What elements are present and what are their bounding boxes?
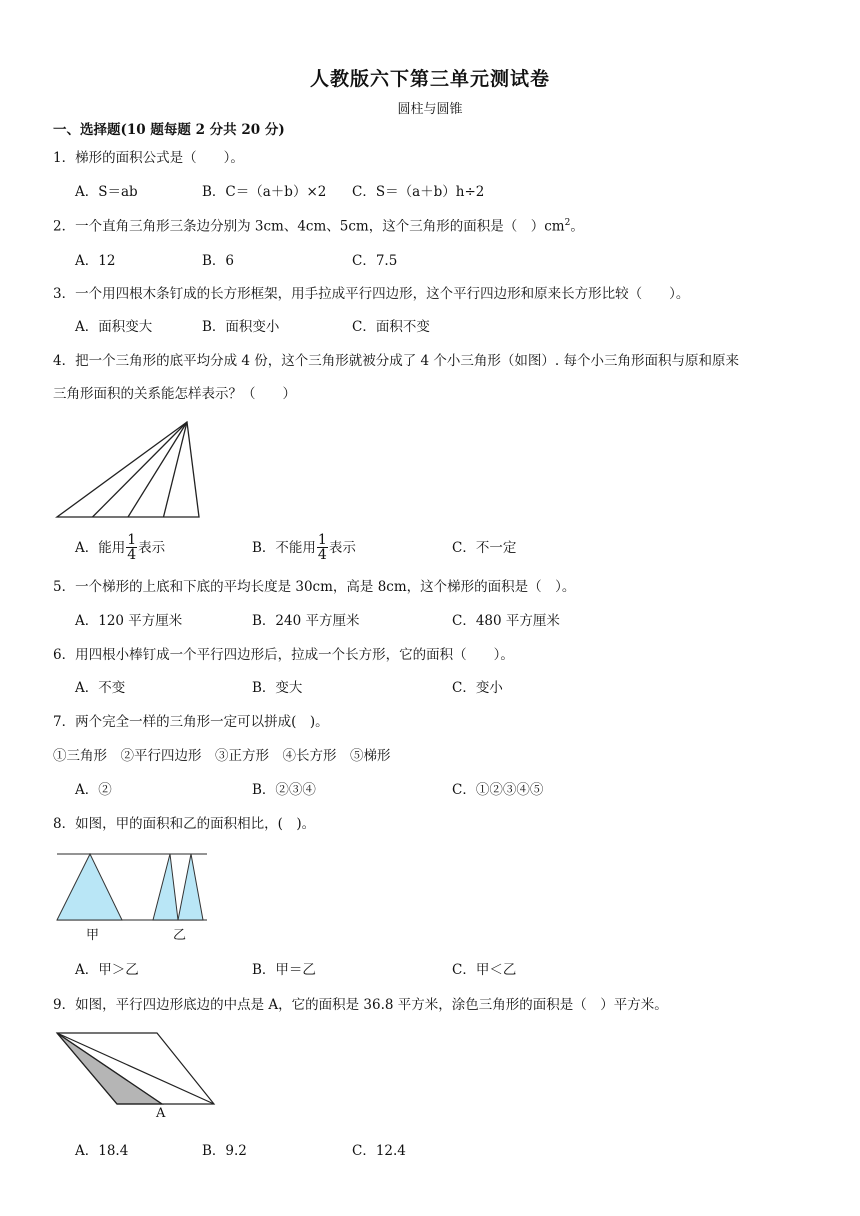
- q4-option-a-suffix: 表示: [138, 539, 166, 556]
- section-heading: 一、选择题(10 题每题 2 分共 20 分): [53, 122, 285, 138]
- q9-midpoint-line: [57, 1033, 162, 1104]
- question-6-option-b: B．变大: [252, 680, 303, 696]
- question-2-option-c: C．7.5: [352, 253, 398, 269]
- question-7-choices: ①三角形 ②平行四边形 ③正方形 ④长方形 ⑤梯形: [53, 748, 391, 764]
- question-3-option-c: C．面积不变: [352, 319, 430, 335]
- q4-option-a-denominator: 4: [127, 547, 137, 563]
- question-9-stem: 9．如图，平行四边形底边的中点是 A，它的面积是 36.8 平方米，涂色三角形的面积是（ ）平方米。: [53, 997, 668, 1013]
- question-8-option-a: A．甲＞乙: [75, 962, 139, 978]
- q9-diagonal: [57, 1033, 214, 1104]
- question-7-option-b: B．②③④: [252, 782, 316, 798]
- question-8-stem: 8．如图，甲的面积和乙的面积相比，( )。: [53, 816, 316, 832]
- question-2-stem: [53, 219, 584, 234]
- q4-option-b-denominator: 4: [317, 547, 327, 563]
- question-4-stem-line1: 4．把一个三角形的底平均分成 4 份，这个三角形就被分成了 4 个小三角形（如图）. 每个小三角形面积与原和原来: [53, 353, 740, 369]
- page-subtitle: 圆柱与圆锥: [397, 102, 463, 117]
- q4-option-a-numerator: 1: [127, 532, 137, 548]
- q4-option-b-suffix: 表示: [328, 539, 356, 556]
- question-2-stem-sup: 2: [564, 218, 571, 228]
- question-6-stem: 6．用四根小棒钉成一个平行四边形后，拉成一个长方形，它的面积（ ）。: [53, 647, 514, 663]
- q4-divider-3: [164, 422, 188, 517]
- question-1-option-c: C．S＝（a＋b）h÷2: [352, 184, 485, 200]
- q4-big-triangle: [57, 422, 199, 517]
- question-5-option-c: C．480 平方厘米: [452, 613, 560, 629]
- q4-option-a-prefix: A．能用: [75, 539, 126, 556]
- question-4-stem-line2: 三角形面积的关系能怎样表示？（ ）: [53, 386, 296, 402]
- question-3-option-b: B．面积变小: [202, 319, 280, 335]
- question-5-option-b: B．240 平方厘米: [252, 613, 360, 629]
- q4-option-b-fraction: [317, 533, 328, 562]
- question-5-stem: 5．一个梯形的上底和下底的平均长度是 30cm，高是 8cm，这个梯形的面积是（ ）。: [53, 579, 576, 595]
- question-9-option-b: B．9.2: [202, 1143, 247, 1159]
- question-2-option-b: B．6: [202, 253, 235, 269]
- q4-divider-1: [93, 422, 188, 517]
- question-3-option-a: A．面积变大: [75, 319, 153, 335]
- q8-yi-triangle-1: [153, 854, 178, 920]
- q8-jia-triangle: [57, 854, 122, 920]
- q8-yi-triangle-2: [178, 854, 203, 920]
- q8-label-jia: 甲: [86, 928, 100, 943]
- question-2-option-a: A．12: [75, 253, 116, 269]
- question-4-option-a: [75, 533, 165, 562]
- q4-divider-2: [128, 422, 187, 517]
- question-9-option-a: A．18.4: [75, 1143, 129, 1159]
- q4-option-b-numerator: 1: [317, 532, 327, 548]
- question-2-stem-text: 2．一个直角三角形三条边分别为 3cm、4cm、5cm，这个三角形的面积是（ ）cm: [53, 218, 565, 235]
- question-1-stem: 1．梯形的面积公式是（ ）。: [53, 150, 244, 166]
- q9-label-a: A: [156, 1106, 166, 1121]
- question-3-stem: 3．一个用四根木条钉成的长方形框架，用手拉成平行四边形，这个平行四边形和原来长方形比较（ ）。: [53, 286, 690, 302]
- question-1-option-b: B．C＝（a＋b）×2: [202, 184, 327, 200]
- question-7-option-a: A．②: [75, 782, 112, 798]
- q4-option-a-fraction: [126, 533, 137, 562]
- q9-shaded-triangle: [57, 1033, 162, 1104]
- question-8-option-c: C．甲＜乙: [452, 962, 517, 978]
- question-5-option-a: A．120 平方厘米: [75, 613, 183, 629]
- question-4-option-b: [252, 533, 356, 562]
- question-2-stem-end: 。: [570, 218, 584, 235]
- question-6-option-c: C．变小: [452, 680, 503, 696]
- question-8-option-b: B．甲＝乙: [252, 962, 316, 978]
- question-6-option-a: A．不变: [75, 680, 126, 696]
- question-7-stem: 7．两个完全一样的三角形一定可以拼成( )。: [53, 714, 329, 730]
- question-1-option-a: A．S＝ab: [75, 184, 138, 200]
- q4-option-b-prefix: B．不能用: [252, 539, 316, 556]
- question-7-option-c: C．①②③④⑤: [452, 782, 544, 798]
- page-title: 人教版六下第三单元测试卷: [309, 68, 550, 90]
- question-9-option-c: C．12.4: [352, 1143, 406, 1159]
- q9-parallelogram: [57, 1033, 214, 1104]
- q8-label-yi: 乙: [173, 928, 187, 943]
- question-4-option-c: C．不一定: [452, 540, 517, 556]
